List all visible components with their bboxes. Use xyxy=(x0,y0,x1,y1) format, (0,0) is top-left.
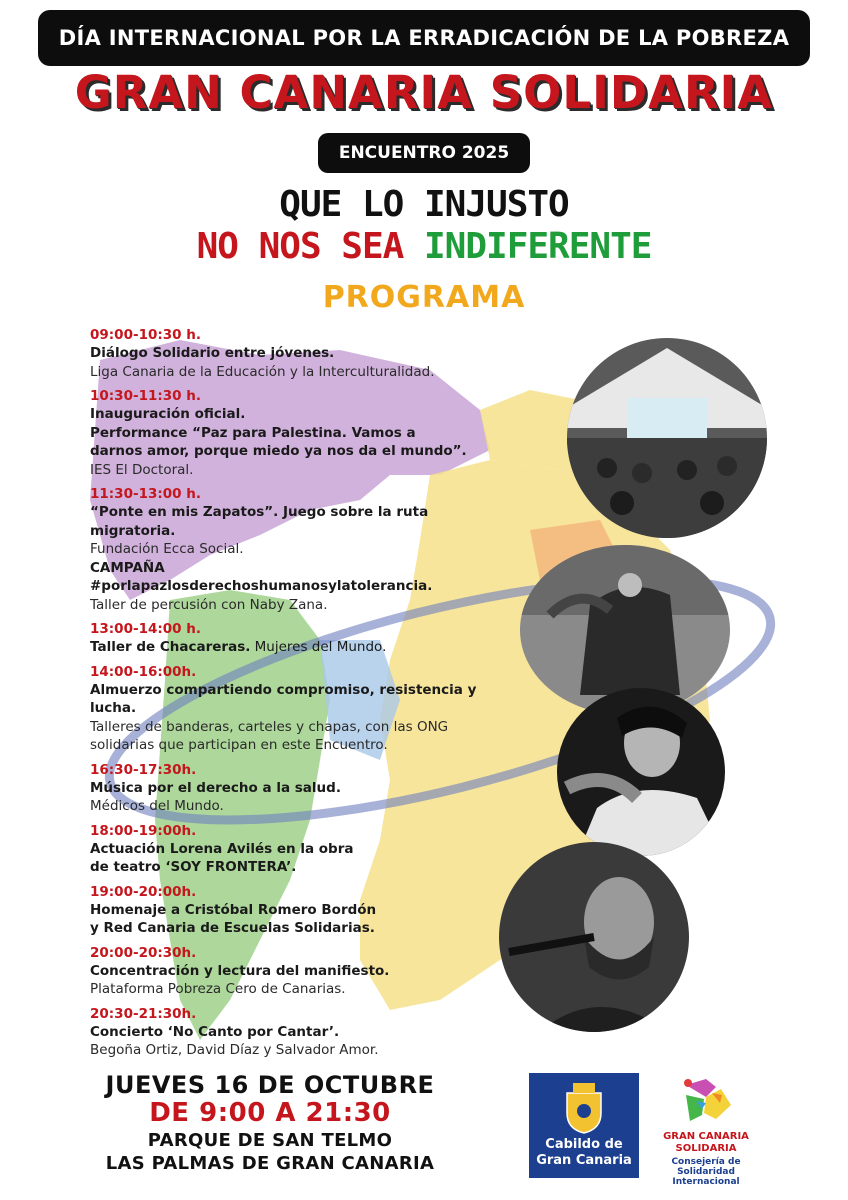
slogan-line-2 xyxy=(0,226,848,267)
entry-time: 11:30-13:00 h. xyxy=(90,486,201,502)
entry-title-row xyxy=(90,638,510,657)
cabildo-text xyxy=(529,1137,639,1169)
entry-time: 10:30-11:30 h. xyxy=(90,388,201,404)
entry-detail: Talleres de banderas, carteles y chapas, con las ONG solidarias que participan en este Encuentro. xyxy=(90,718,449,753)
schedule-entry xyxy=(90,944,510,999)
programa-heading: PROGRAMA xyxy=(322,280,526,315)
gcs-sub-1: Consejería de xyxy=(671,1157,741,1167)
schedule-entry xyxy=(90,326,510,381)
photo-singer xyxy=(499,842,689,1032)
gcs-line-2: SOLIDARIA xyxy=(675,1143,737,1154)
entry-title: Homenaje a Cristóbal Romero Bordón y Red Canaria de Escuelas Solidarias. xyxy=(90,901,377,936)
entry-detail: IES El Doctoral. xyxy=(90,461,194,478)
event-date: JUEVES 16 DE OCTUBRE xyxy=(105,1071,435,1099)
schedule-entry xyxy=(90,761,510,816)
schedule-entry xyxy=(90,883,510,938)
event-city: LAS PALMAS DE GRAN CANARIA xyxy=(105,1153,435,1174)
entry-title: Taller de Chacareras. xyxy=(90,639,251,655)
gcs-title xyxy=(646,1131,766,1155)
entry-time: 09:00-10:30 h. xyxy=(90,327,201,343)
cabildo-logo xyxy=(529,1073,639,1178)
slogan-green-part: INDIFERENTE xyxy=(424,226,652,267)
gcs-sub-2: Solidaridad Internacional xyxy=(672,1167,740,1187)
entry-title: Almuerzo compartiendo compromiso, resistencia y lucha. xyxy=(90,681,477,716)
entry-detail: Plataforma Pobreza Cero de Canarias. xyxy=(90,981,346,997)
schedule-entry xyxy=(90,822,510,877)
colorful-globe-icon xyxy=(676,1075,736,1127)
schedule-list xyxy=(90,326,510,1066)
gcs-line-1: GRAN CANARIA xyxy=(663,1131,749,1142)
entry-time: 18:00-19:00h. xyxy=(90,822,197,839)
entry-time: 14:00-16:00h. xyxy=(90,663,197,680)
entry-detail: Liga Canaria de la Educación y la Interculturalidad. xyxy=(90,363,435,380)
encuentro-label: ENCUENTRO 2025 xyxy=(338,143,510,163)
entry-title: “Ponte en mis Zapatos”. Juego sobre la ruta migratoria. xyxy=(90,504,429,539)
entry-title: Concierto ‘No Canto por Cantar’. xyxy=(90,1023,340,1040)
entry-title: Diálogo Solidario entre jóvenes. xyxy=(90,345,335,361)
slogan-red-part: NO NOS SEA xyxy=(196,226,424,267)
schedule-entry xyxy=(90,1005,510,1060)
entry-time: 20:30-21:30h. xyxy=(90,1005,197,1022)
cabildo-line-1: Cabildo de xyxy=(545,1137,623,1152)
schedule-entry xyxy=(90,387,510,479)
main-title: GRAN CANARIA SOLIDARIA xyxy=(74,66,774,119)
schedule-entry xyxy=(90,663,510,755)
schedule-entry xyxy=(90,620,510,657)
entry-title: Actuación Lorena Avilés en la obra de teatro ‘SOY FRONTERA’. xyxy=(90,840,354,875)
entry-time: 16:30-17:30h. xyxy=(90,761,197,778)
top-banner xyxy=(38,10,810,66)
gcs-subtitle xyxy=(646,1157,766,1187)
entry-detail-2: Taller de percusión con Naby Zana. xyxy=(90,596,328,613)
coat-of-arms-icon xyxy=(559,1079,609,1135)
entry-detail: Begoña Ortiz, David Díaz y Salvador Amor. xyxy=(90,1042,379,1058)
slogan-line-1: QUE LO INJUSTO xyxy=(279,184,569,225)
photo-performer xyxy=(557,688,725,856)
encuentro-badge xyxy=(318,133,530,173)
entry-title: Música por el derecho a la salud. xyxy=(90,779,341,796)
banner-text: DÍA INTERNACIONAL POR LA ERRADICACIÓN DE LA POBREZA xyxy=(58,26,790,50)
gran-canaria-solidaria-logo xyxy=(646,1073,766,1187)
entry-title: Inauguración oficial. Performance “Paz para Palestina. Vamos a darnos amor, porque miedo ya nos da el mundo”. xyxy=(90,406,467,459)
entry-detail: Médicos del Mundo. xyxy=(90,798,224,814)
photo-tent-audience xyxy=(567,338,767,538)
entry-detail: Mujeres del Mundo. xyxy=(250,639,387,655)
entry-time: 13:00-14:00 h. xyxy=(90,621,201,637)
entry-detail: Fundación Ecca Social. xyxy=(90,541,244,557)
cabildo-line-2: Gran Canaria xyxy=(536,1153,632,1168)
event-place: PARQUE DE SAN TELMO xyxy=(147,1130,393,1151)
entry-time: 19:00-20:00h. xyxy=(90,883,197,900)
entry-title: Concentración y lectura del manifiesto. xyxy=(90,962,390,979)
event-hours: DE 9:00 A 21:30 xyxy=(149,1098,391,1128)
schedule-entry xyxy=(90,485,510,614)
entry-time: 20:00-20:30h. xyxy=(90,944,197,961)
entry-campaign: CAMPAÑA #porlapazlosderechoshumanosylatolerancia. xyxy=(90,559,433,594)
